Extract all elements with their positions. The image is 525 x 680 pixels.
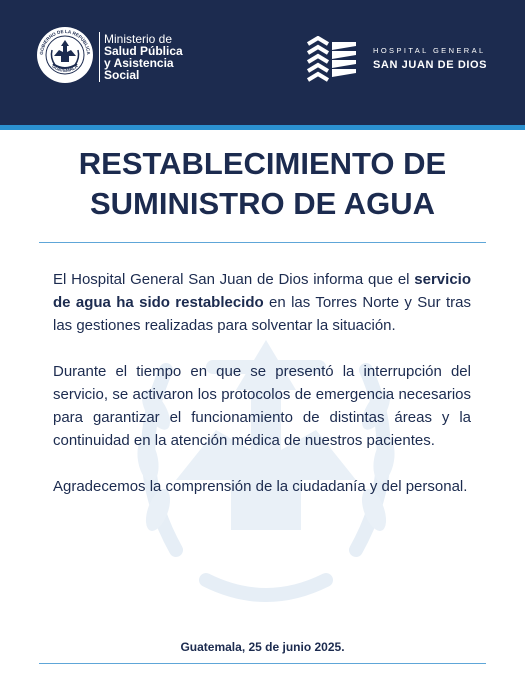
paragraph-2: Durante el tiempo en que se presentó la interrupción del servicio, se activaron los protocolos de emergencia necesarios para garantizar el funcionamiento de distintas áreas y la continuidad en la atención médica de nuestros pacientes.: [53, 363, 471, 449]
ministry-line-3: y Asistencia: [104, 56, 174, 70]
hospital-name-line-2: SAN JUAN DE DIOS: [373, 59, 488, 71]
hospital-name-line-1: HOSPITAL GENERAL: [373, 46, 486, 55]
ministry-line-2: Salud Pública: [104, 44, 183, 58]
hospital-logo-icon: [306, 36, 360, 82]
header-accent-band: [0, 125, 525, 130]
paragraph-1-text-b: en las Torres Norte y Sur tras las gestiones realizadas para solventar la situación.: [53, 294, 471, 334]
ministry-line-4: Social: [104, 68, 140, 82]
hospital-name: [373, 46, 487, 71]
seal-top-text: GOBIERNO DE LA REPÚBLICA: [38, 28, 92, 55]
notice-body: [53, 268, 471, 521]
paragraph-1-emphasis: servicio de agua ha sido restablecido: [53, 271, 471, 311]
notice-date: Guatemala, 25 de junio 2025.: [180, 640, 345, 654]
guatemala-seal-icon: [36, 26, 94, 84]
footer-divider: [39, 663, 486, 664]
ministry-divider: [99, 32, 100, 82]
title-divider: [39, 242, 486, 243]
paragraph-3: Agradecemos la comprensión de la ciudadanía y del personal.: [53, 478, 468, 495]
notice-title-line-1: RESTABLECIMIENTO DE: [78, 146, 447, 181]
paragraph-1: [53, 268, 471, 337]
header-banner: [0, 0, 525, 125]
ministry-logo-text: [104, 33, 183, 81]
notice-title: [0, 144, 525, 224]
paragraph-1-text-a: El Hospital General San Juan de Dios informa que el: [53, 271, 415, 288]
ministry-line-1: Ministerio de: [104, 32, 173, 46]
seal-bottom-text: GUATEMALA: [51, 63, 79, 73]
notice-title-line-2: SUMINISTRO DE AGUA: [89, 186, 436, 221]
